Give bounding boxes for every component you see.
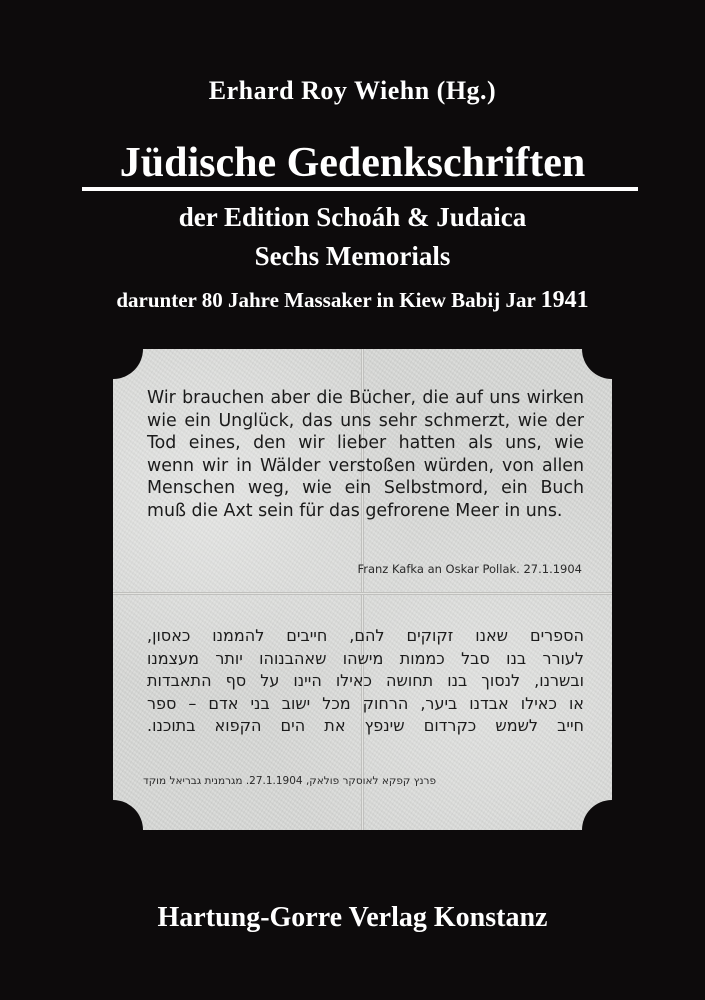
hebrew-quote-line: או כאילו אבדנו ביער, הרחוק מכל ישוב בני אדם – ספר	[147, 693, 584, 713]
german-quote-line: wenn wir in Wälder verstoßen würden, von allen	[147, 455, 584, 476]
subtitle-babij-jar-text: darunter 80 Jahre Massaker in Kiew Babij Jar	[116, 288, 536, 312]
hebrew-quote	[147, 625, 584, 738]
publisher-name: Hartung-Gorre Verlag Konstanz	[157, 902, 548, 933]
subtitle-memorials: Sechs Memorials	[254, 241, 451, 271]
title-underline	[82, 187, 638, 191]
hebrew-quote-line: לעורר בנו סבל כממות מישהו שאהבנוהו יותר מעצמנו	[147, 648, 584, 668]
german-attribution: Franz Kafka an Oskar Pollak. 27.1.1904	[357, 562, 582, 576]
subtitle-year: 1941	[540, 287, 589, 313]
german-quote-line: Menschen weg, wie ein Selbstmord, ein Buch	[147, 478, 584, 499]
editor-name: Erhard Roy Wiehn (Hg.)	[208, 76, 497, 105]
plaque-corner-bolt	[113, 800, 143, 830]
german-quote	[147, 387, 584, 523]
plaque-corner-bolt	[582, 800, 612, 830]
hebrew-attribution: פרנץ קפקא לאוסקר פולאק, 27.1.1904. מגרמנית גבריאל מוקד	[143, 775, 437, 787]
plaque-corner-bolt	[582, 349, 612, 379]
hebrew-quote-line: ובשרנו, לנסוך בנו תחושה כאילו היינו על סף התאבדות	[147, 671, 584, 691]
german-quote-line: Tod eines, den wir lieber hatten als uns, wie	[147, 433, 584, 454]
subtitle-babij-jar	[0, 287, 705, 314]
plaque-corner-bolt	[113, 349, 143, 379]
german-quote-line: Wir brauchen aber die Bücher, die auf uns wirken	[147, 388, 584, 408]
memorial-plaque-photo	[113, 349, 612, 830]
hebrew-quote-line: חייב לשמש כקרדום שינפץ את הים הקפוא בתוכנו.	[147, 716, 584, 736]
subtitle-edition: der Edition Schoáh & Judaica	[178, 202, 527, 232]
hebrew-quote-line: הספרים שאנו זקוקים להם, חייבים להממנו כאסון,	[147, 626, 584, 645]
german-quote-line: wie ein Unglück, das uns sehr schmerzt, wie der	[147, 410, 584, 431]
plaque-seam-horizontal	[113, 592, 612, 595]
book-title: Jüdische Gedenkschriften	[119, 140, 586, 186]
german-quote-line: muß die Axt sein für das gefrorene Meer in uns.	[147, 500, 563, 521]
